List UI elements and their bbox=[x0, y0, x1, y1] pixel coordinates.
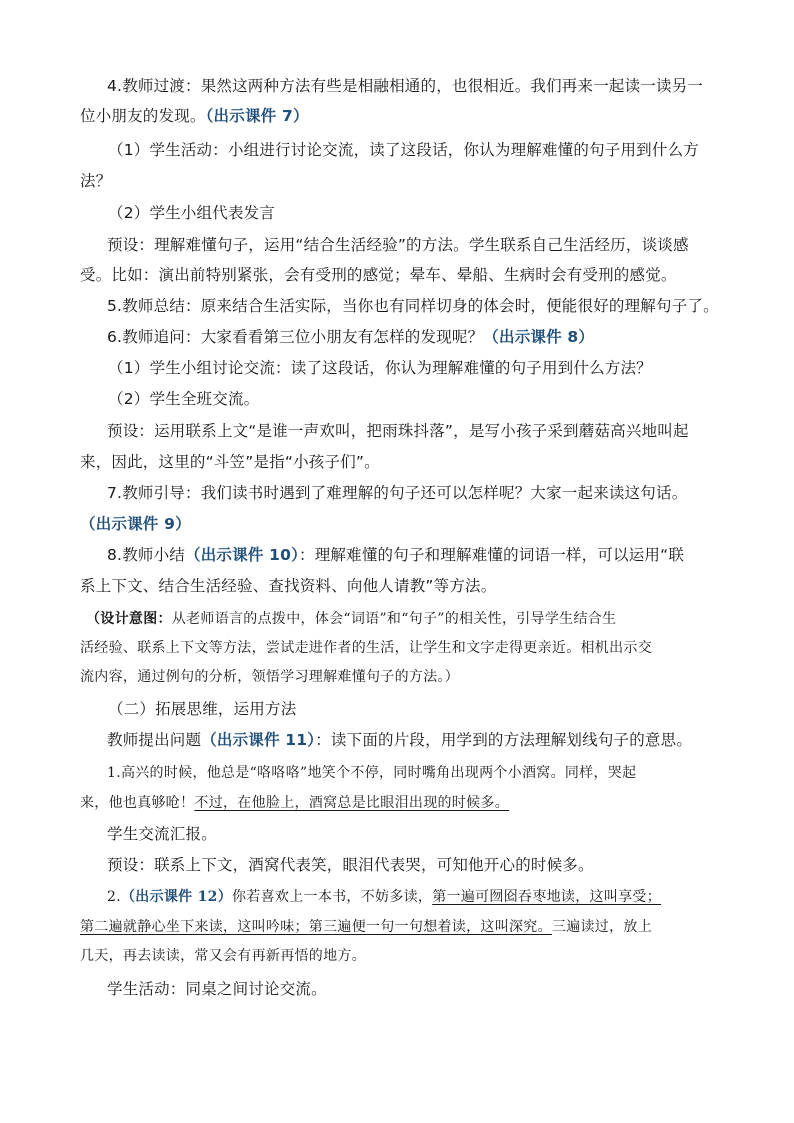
class-exchange: （2）学生全班交流。 bbox=[108, 390, 260, 408]
student-activity-1: （1）学生活动：小组进行讨论交流，读了这段话，你认为理解难懂的句子用到什么方 bbox=[108, 141, 699, 159]
preset-1: 预设：理解难懂句子，运用“结合生活经验”的方法。学生联系自己生活经历，谈谈感 bbox=[107, 236, 689, 254]
excerpt-2: 2.（出示课件 12）你若喜欢上一本书，不妨多读，第一遍可囫囵吞枣地读，这叫享受； bbox=[107, 889, 662, 905]
excerpt-1-cont: 来，他也真够呛！不过，在他脸上，酒窝总是比眼泪出现的时候多。 bbox=[80, 795, 510, 811]
courseware-tag: （出示课件 7） bbox=[205, 107, 309, 125]
student-activity-2: 学生活动：同桌之间讨论交流。 bbox=[107, 980, 327, 998]
preset-2: 预设：运用联系上文“是谁一声欢叫，把雨珠抖落”，是写小孩子采到蘑菇高兴地叫起 bbox=[107, 422, 689, 440]
underlined-sentence: 不过，在他脸上，酒窝总是比眼泪出现的时候多。 bbox=[194, 795, 510, 811]
teacher-summary: 5.教师总结：原来结合生活实际，当你也有同样切身的体会时，便能很好的理解句子了。 bbox=[107, 297, 719, 315]
courseware-tag: （出示课件 10） bbox=[185, 546, 300, 564]
excerpt-1: 1.高兴的时候，他总是“咯咯咯”地笑个不停，同时嘴角出现两个小酒窝。同样，哭起 bbox=[107, 765, 637, 781]
section-heading: （二）拓展思维，运用方法 bbox=[108, 700, 297, 718]
courseware-tag: （出示课件 9） bbox=[80, 515, 191, 533]
design-intent: （设计意图：从老师语言的点拨中，体会“词语”和“句子”的相关性，引导学生结合生 bbox=[86, 611, 617, 627]
teacher-conclusion: 8.教师小结（出示课件 10）：理解难懂的句子和理解难懂的词语一样，可以运用“联 bbox=[107, 546, 685, 564]
student-representative: （2）学生小组代表发言 bbox=[108, 204, 276, 222]
student-activity-1-cont: 法？ bbox=[80, 172, 112, 190]
design-intent-cont-1: 活经验、联系上下文等方法，尝试走进作者的生活，让学生和文字走得更亲近。相机出示交 bbox=[80, 640, 652, 656]
underlined-sentence: 第一遍可囫囵吞枣地读，这叫享受； bbox=[432, 889, 662, 905]
group-discussion: （1）学生小组讨论交流：读了这段话，你认为理解难懂的句子用到什么方法？ bbox=[108, 359, 652, 377]
teacher-guide: 7.教师引导：我们读书时遇到了难理解的句子还可以怎样呢？大家一起来读这句话。 bbox=[107, 484, 688, 502]
courseware-tag: （出示课件 11） bbox=[201, 731, 316, 749]
courseware-tag: （出示课件 8） bbox=[483, 328, 595, 346]
teacher-question: 6.教师追问：大家看看第三位小朋友有怎样的发现呢？（出示课件 8） bbox=[107, 328, 595, 346]
student-report: 学生交流汇报。 bbox=[107, 825, 217, 843]
preset-1-cont: 受。比如：演出前特别紧张，会有受刑的感觉；晕车、晕船、生病时会有受刑的感觉。 bbox=[80, 266, 677, 284]
paragraph-teacher-transition-cont: 位小朋友的发现。（出示课件 7） bbox=[80, 107, 309, 125]
excerpt-2-cont-2: 几天，再去读读，常又会有再新再悟的地方。 bbox=[80, 948, 366, 964]
teacher-conclusion-cont: 系上下文、结合生活经验、查找资料、向他人请教”等方法。 bbox=[80, 577, 497, 595]
preset-2-cont: 来，因此，这里的“斗笠”是指“小孩子们”。 bbox=[80, 453, 380, 471]
courseware-tag: （出示课件 12） bbox=[120, 889, 233, 905]
paragraph-teacher-transition: 4.教师过渡：果然这两种方法有些是相融相通的，也很相近。我们再来一起读一读另一 bbox=[107, 77, 704, 95]
design-intent-cont-2: 流内容，通过例句的分析，领悟学习理解难懂句子的方法。） bbox=[80, 669, 460, 685]
excerpt-2-cont: 第二遍就静心坐下来读，这叫吟味；第三遍便一句一句想着读，这叫深究。三遍读过，放上 bbox=[80, 919, 653, 935]
preset-3: 预设：联系上下文，酒窝代表笑，眼泪代表哭，可知他开心的时候多。 bbox=[107, 856, 594, 874]
teacher-problem: 教师提出问题（出示课件 11）：读下面的片段，用学到的方法理解划线句子的意思。 bbox=[107, 731, 693, 749]
underlined-sentence: 第二遍就静心坐下来读，这叫吟味；第三遍便一句一句想着读，这叫深究。 bbox=[80, 919, 552, 935]
teacher-guide-cont bbox=[80, 514, 191, 534]
